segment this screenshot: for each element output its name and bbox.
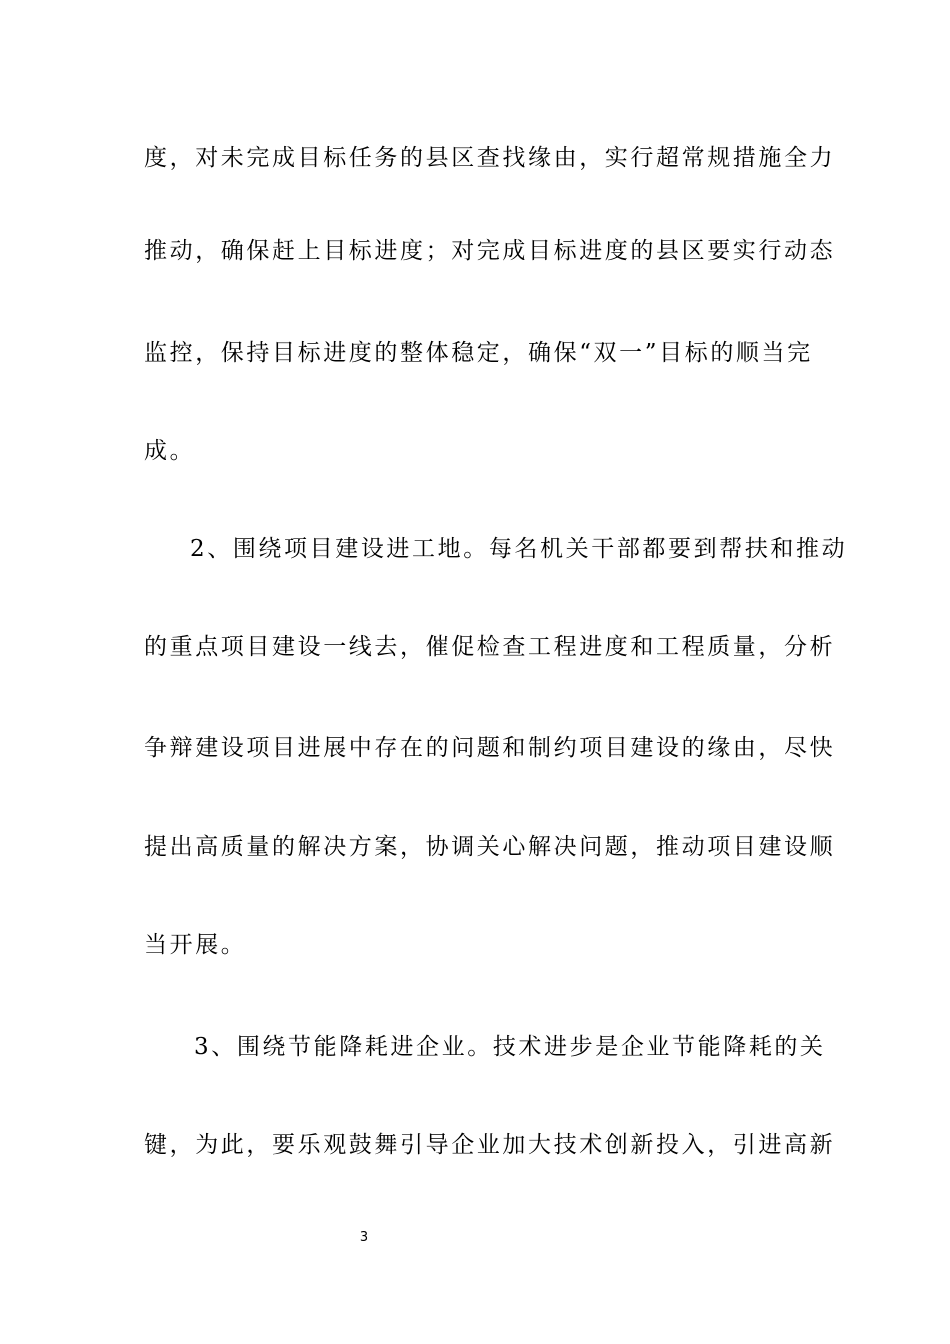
text-line: 成。 [144, 438, 196, 464]
page-number: 3 [359, 1230, 369, 1245]
text-line: 提出高质量的解决方案，协调关心解决问题，推动项目建设顺 [144, 834, 836, 860]
text-line: 推动，确保赶上目标进度；对完成目标进度的县区要实行动态 [144, 238, 836, 264]
text-line: 键，为此，要乐观鼓舞引导企业加大技术创新投入，引进高新 [144, 1132, 836, 1158]
text-line: 当开展。 [144, 932, 247, 958]
paragraph-3-start: 3、围绕节能降耗进企业。技术进步是企业节能降耗的关 [194, 1034, 826, 1060]
text-line: 度，对未完成目标任务的县区查找缘由，实行超常规措施全力 [144, 145, 836, 171]
text-line: 监控，保持目标进度的整体稳定，确保“双一”目标的顺当完 [144, 340, 813, 366]
paragraph-2-start: 2、围绕项目建设进工地。每名机关干部都要到帮扶和推动 [190, 536, 848, 562]
text-line: 的重点项目建设一线去，催促检查工程进度和工程质量，分析 [144, 634, 836, 660]
text-line: 争辩建设项目进展中存在的问题和制约项目建设的缘由，尽快 [144, 735, 836, 761]
